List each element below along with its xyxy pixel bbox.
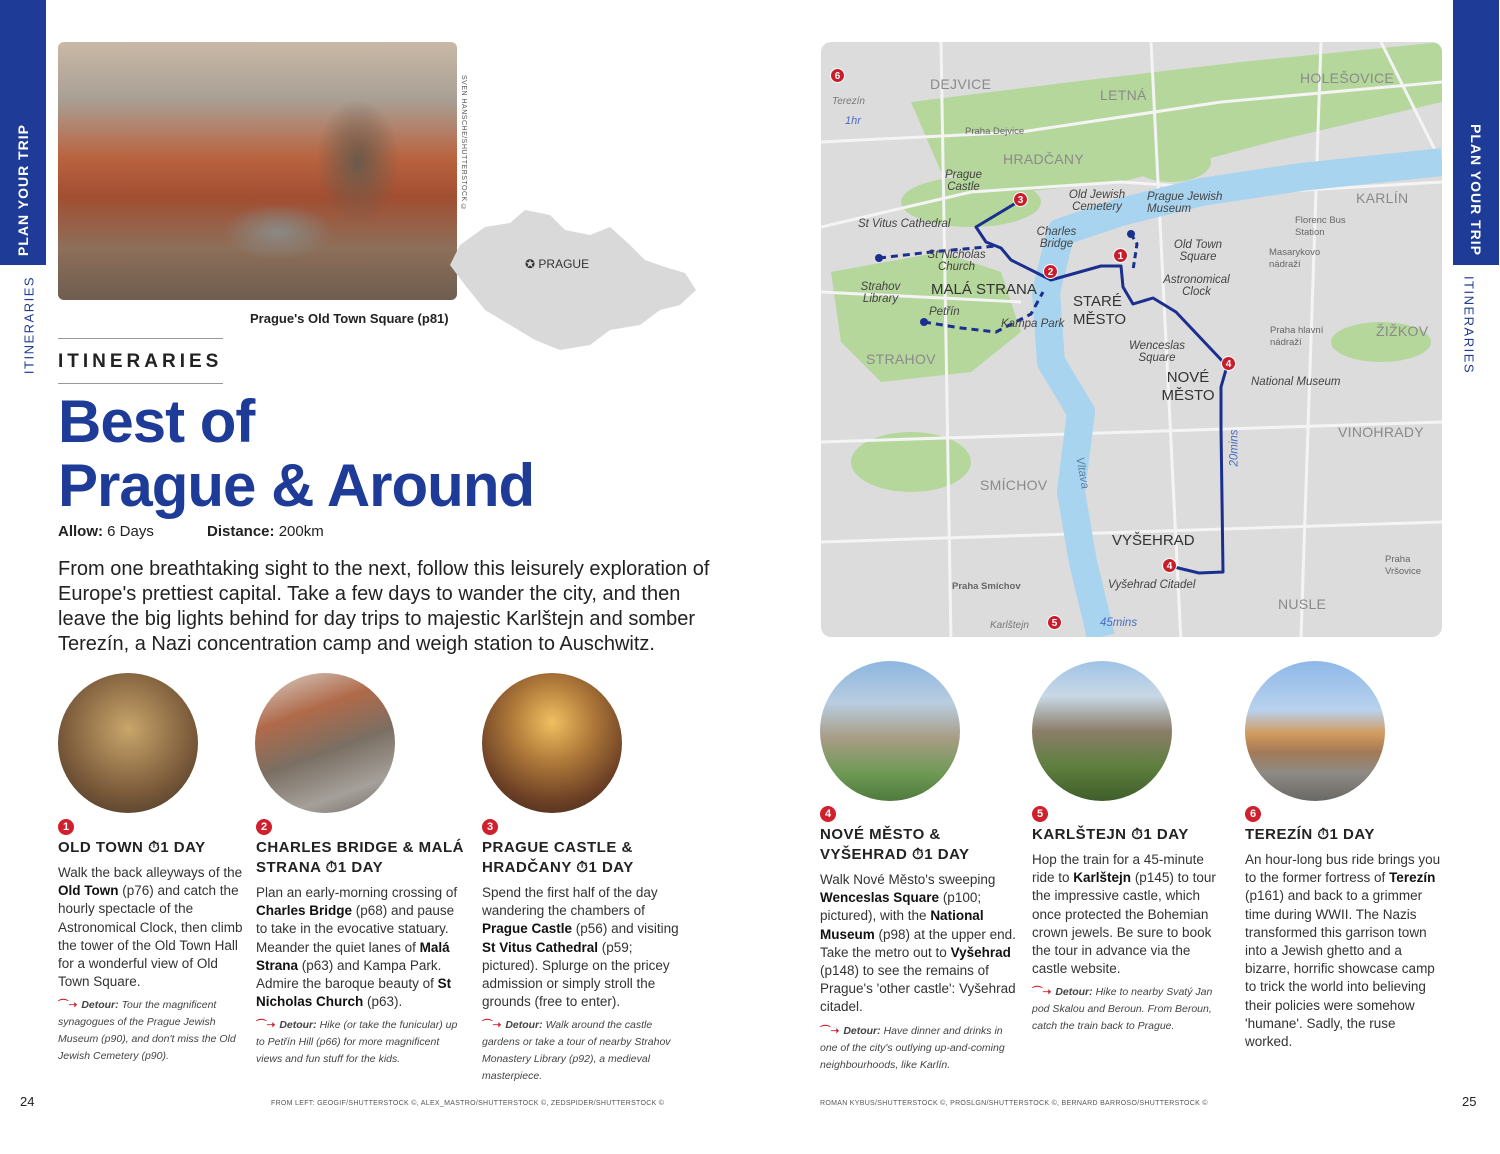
title-line-1: Best of [58,388,255,455]
divider [58,338,223,339]
sight-label: Vyšehrad Citadel [1108,579,1196,591]
stop-title [1032,825,1227,845]
district-label: SMÍCHOV [980,477,1048,493]
river-label: Vltava [1073,456,1091,490]
text: (p59; pictured). Splurge on the pricey admission or simply stroll the grounds (free to enter). [482,939,670,1010]
detour-note [482,1017,687,1085]
stop-duration: 1 DAY [1329,826,1375,843]
page-title [58,390,534,518]
text: (p76) and catch the hourly spectacle of the Astronomical Clock, then climb the tower of the Old Town Hall for a wonderful view of Old Town Square. [58,883,243,990]
detour-note [1032,984,1227,1035]
sight-label: St Vitus Cathedral [858,218,951,230]
section-heading: ITINERARIES [58,351,223,372]
stop-number-badge: 1 [58,819,74,835]
stop-title [1245,825,1445,845]
highlight: Terezín [1389,870,1436,886]
distance-info [207,523,324,540]
tab-label: PLAN YOUR TRIP [15,124,31,256]
station-label: Praha hlavní nádraží [1270,325,1324,348]
stop-number-badge: 6 [1245,806,1261,822]
map-marker-2: 2 [1043,264,1058,279]
stop-1 [58,819,243,1065]
highlight: Old Town [58,883,119,899]
map-marker-4: 4 [1221,356,1236,371]
text: Spend the first half of the day wandering the chambers of [482,885,658,919]
itinerary-map [821,42,1442,637]
stop-3 [482,819,687,1085]
detour-icon: ⌒➝ [58,999,78,1012]
stop-name: PRAGUE CASTLE & HRADČANY [482,839,633,876]
map-marker-5: 5 [1047,615,1062,630]
stop-duration: 1 DAY [337,859,384,876]
allow-label: Allow: [58,523,103,540]
tab-label: PLAN YOUR TRIP [1468,124,1484,256]
area-label: MALÁ STRANA [931,281,1037,298]
photo-credit: SVEN HANSCHE/SHUTTERSTOCK © [460,75,467,212]
district-label: HRADČANY [1003,151,1084,167]
highlight: Karlštejn [1073,870,1132,886]
stop-description [820,871,1020,1017]
sight-label: Charles Bridge [1036,226,1077,250]
station-label: Praha Vršovice [1385,554,1422,577]
metro-time: 20mins [1228,429,1241,467]
charles-bridge-photo [255,673,395,813]
text: Walk the back alleyways of the [58,865,243,880]
stopwatch-icon: ⏱ [576,859,589,876]
map-marker-1: 1 [1113,248,1128,263]
stop-duration: 1 DAY [160,839,206,856]
detour-label: Detour: [279,1019,317,1032]
page-number-right: 25 [1462,1094,1477,1109]
stop-description [1245,851,1445,1051]
detour-icon: ⌒➝ [1032,986,1052,999]
area-label: NOVÉ MĚSTO [1161,369,1215,404]
highlight: National Museum [820,908,984,942]
detour-note [820,1023,1020,1074]
sight-label: Kampa Park [1001,318,1065,330]
sight-label: Old Jewish Cemetery [1068,189,1126,213]
allow-value: 6 Days [107,523,154,540]
stop-description [482,884,687,1011]
stopwatch-icon: ⏱ [1317,826,1330,843]
district-label: ŽIŽKOV [1376,323,1429,339]
stop-5 [1032,806,1227,1035]
stop-name: OLD TOWN [58,839,144,856]
old-town-photo [58,673,198,813]
stopwatch-icon: ⏱ [325,859,338,876]
section-label-right: ITINERARIES [1461,275,1477,375]
text: Walk Nové Město's sweeping [820,872,996,887]
old-town-square-photo [58,42,457,300]
district-label: LETNÁ [1100,87,1147,103]
text: (p56) and visiting [572,921,679,937]
stop-title [256,838,466,878]
text: Plan an early-morning crossing of [256,885,458,900]
station-label: Praha Smíchov [952,581,1021,592]
plan-your-trip-tab-right [1453,0,1499,265]
map-marker-4b: 4 [1162,558,1177,573]
stop-title [820,825,1020,865]
detour-text: Have dinner and drinks in one of the city's outlying up-and-coming neighbourhoods, like Karlín. [820,1024,1005,1071]
st-vitus-photo [482,673,622,813]
allow-info [58,523,154,540]
map-marker-3: 3 [1013,192,1028,207]
terezin-direction: Terezín [832,96,865,107]
stopwatch-icon: ⏱ [1131,826,1144,843]
detour-icon: ⌒➝ [256,1019,276,1032]
intro-paragraph: From one breathtaking sight to the next, follow this leisurely exploration of Europe's prettiest capital. Take a few days to wander the city, and then leave the big lights behind for day trips to majestic Karlštejn and somber Terezín, a Nazi concentration camp and weigh station to Auschwitz. [58,558,710,655]
plan-your-trip-tab [0,0,46,265]
text: (p68) and pause to take in the evocative statuary. Meander the quiet lanes of [256,903,455,955]
czech-republic-locator-map [440,205,698,357]
district-label: KARLÍN [1356,190,1409,206]
stopwatch-icon: ⏱ [912,846,925,863]
karlstejn-train-time: 45mins [1100,617,1138,629]
sight-label: National Museum [1251,376,1341,388]
photo-caption: Prague's Old Town Square (p81) [250,311,449,326]
karlstejn-direction: Karlštejn [990,620,1029,631]
highlight: St Nicholas Church [256,976,452,1010]
terezin-bus-time: 1hr [845,115,861,127]
highlight: Vyšehrad [950,944,1011,960]
district-label: STRAHOV [866,351,936,367]
stop-2 [256,819,466,1068]
stopwatch-icon: ⏱ [148,839,161,856]
sight-label: Prague Castle [944,169,983,193]
stop-title [58,838,243,858]
section-label: ITINERARIES [21,275,37,375]
station-label: Praha Dejvice [965,126,1025,137]
highlight: Wenceslas Square [820,890,940,906]
stop-description [256,884,466,1011]
sight-label: Wenceslas Square [1128,340,1186,364]
text: (p148) to see the remains of Prague's 'other castle': Vyšehrad citadel. [820,963,1016,1015]
stop-number-badge: 5 [1032,806,1048,822]
detour-text: Tour the magnificent synagogues of the Prague Jewish Museum (p90), and don't miss the Old Jewish Cemetery (p90). [58,999,236,1063]
station-label: Florenc Bus Station [1295,215,1346,238]
distance-value: 200km [278,523,324,540]
detour-label: Detour: [505,1019,543,1032]
distance-label: Distance: [207,523,275,540]
text: (p98) at the upper end. Take the metro out to [820,926,1016,960]
detour-text: Walk around the castle gardens or take a tour of nearby Strahov Monastery Library (p92), a medieval masterpiece. [482,1019,671,1083]
text: (p161) and back to a grimmer time during WWII. The Nazis transformed this garrison town into a Jewish ghetto and a bizarre, horrific showcase camp to trick the world into believing their policies were somehow 'humane'. Sadly, the ruse worked. [1245,888,1435,1050]
stop-duration: 1 DAY [588,859,634,876]
sight-label: Prague Jewish Museum [1147,191,1223,215]
station-label: Masarykovo nádraží [1269,247,1321,270]
stop-name: CHARLES BRIDGE & MALÁ STRANA [256,839,464,876]
detour-icon: ⌒➝ [820,1024,840,1037]
karlstejn-photo [1032,661,1172,801]
detour-icon: ⌒➝ [482,1019,502,1032]
stop-description [1032,851,1227,978]
detour-label: Detour: [1055,986,1093,999]
text: (p63) and Kampa Park. Admire the baroque beauty of [256,957,442,992]
stop-number-badge: 3 [482,819,498,835]
title-line-2: Prague & Around [58,452,535,519]
detour-text: Hike to nearby Svatý Jan pod Skalou and Beroun. From Beroun, catch the train back to Prague. [1032,986,1213,1033]
stop-name: KARLŠTEJN [1032,826,1127,843]
stop-name: TEREZÍN [1245,826,1313,843]
detour-text: Hike (or take the funicular) up to Petřín Hill (p66) for more magnificent views and fun stuff for the kids. [256,1019,458,1066]
prague-locator [525,257,589,271]
wenceslas-square-photo [820,661,960,801]
stop-4 [820,806,1020,1074]
detour-note [256,1017,466,1068]
area-label: VYŠEHRAD [1112,532,1195,549]
photo-credits-left: FROM LEFT: GEOGIF/SHUTTERSTOCK ©, ALEX_MASTRO/SHUTTERSTOCK ©, ZEDSPIDER/SHUTTERSTOCK © [271,1100,665,1107]
highlight: Malá Strana [256,939,450,973]
divider [58,383,223,384]
highlight: St Vitus Cathedral [482,939,599,955]
text: (p100; pictured), with the [820,890,982,924]
photo-credits-right: ROMAN KYBUS/SHUTTERSTOCK ©, PROSLGN/SHUTTERSTOCK ©, BERNARD BARROSO/SHUTTERSTOCK © [820,1100,1208,1107]
highlight: Charles Bridge [256,903,353,919]
district-label: HOLEŠOVICE [1300,70,1395,86]
district-label: VINOHRADY [1338,424,1424,440]
sight-label: Astronomical Clock [1163,274,1230,298]
stop-number-badge: 2 [256,819,272,835]
highlight: Prague Castle [482,921,573,937]
detour-note [58,997,243,1065]
detour-label: Detour: [81,999,119,1012]
text: Hop the train for a 45-minute ride to [1032,852,1204,886]
stop-number-badge: 4 [820,806,836,822]
area-label: STARÉ MĚSTO [1073,293,1127,328]
sight-label: Strahov Library [860,281,901,305]
text: (p145) to tour the impressive castle, which once protected the Bohemian crown jewels. Be sure to book the tour in advance via the castle website. [1032,870,1216,977]
text: An hour-long bus ride brings you to the former fortress of [1245,852,1441,886]
page-number-left: 24 [20,1094,35,1109]
prague-label: PRAGUE [538,257,590,271]
stop-6 [1245,806,1445,1051]
sight-label: Old Town Square [1173,239,1223,263]
stop-duration: 1 DAY [1143,826,1189,843]
map-marker-6: 6 [830,68,845,83]
stop-title [482,838,687,878]
stop-duration: 1 DAY [924,846,970,863]
sight-label: Petřín [929,306,960,318]
text: (p63). [363,994,403,1010]
sight-label: St Nicholas Church [927,249,986,273]
district-label: DEJVICE [930,76,992,92]
stop-name: NOVÉ MĚSTO & VYŠEHRAD [820,826,941,863]
terezin-photo [1245,661,1385,801]
stop-description [58,864,243,991]
capital-star-icon: ✪ [525,257,536,271]
detour-label: Detour: [843,1024,881,1037]
district-label: NUSLE [1278,596,1327,612]
